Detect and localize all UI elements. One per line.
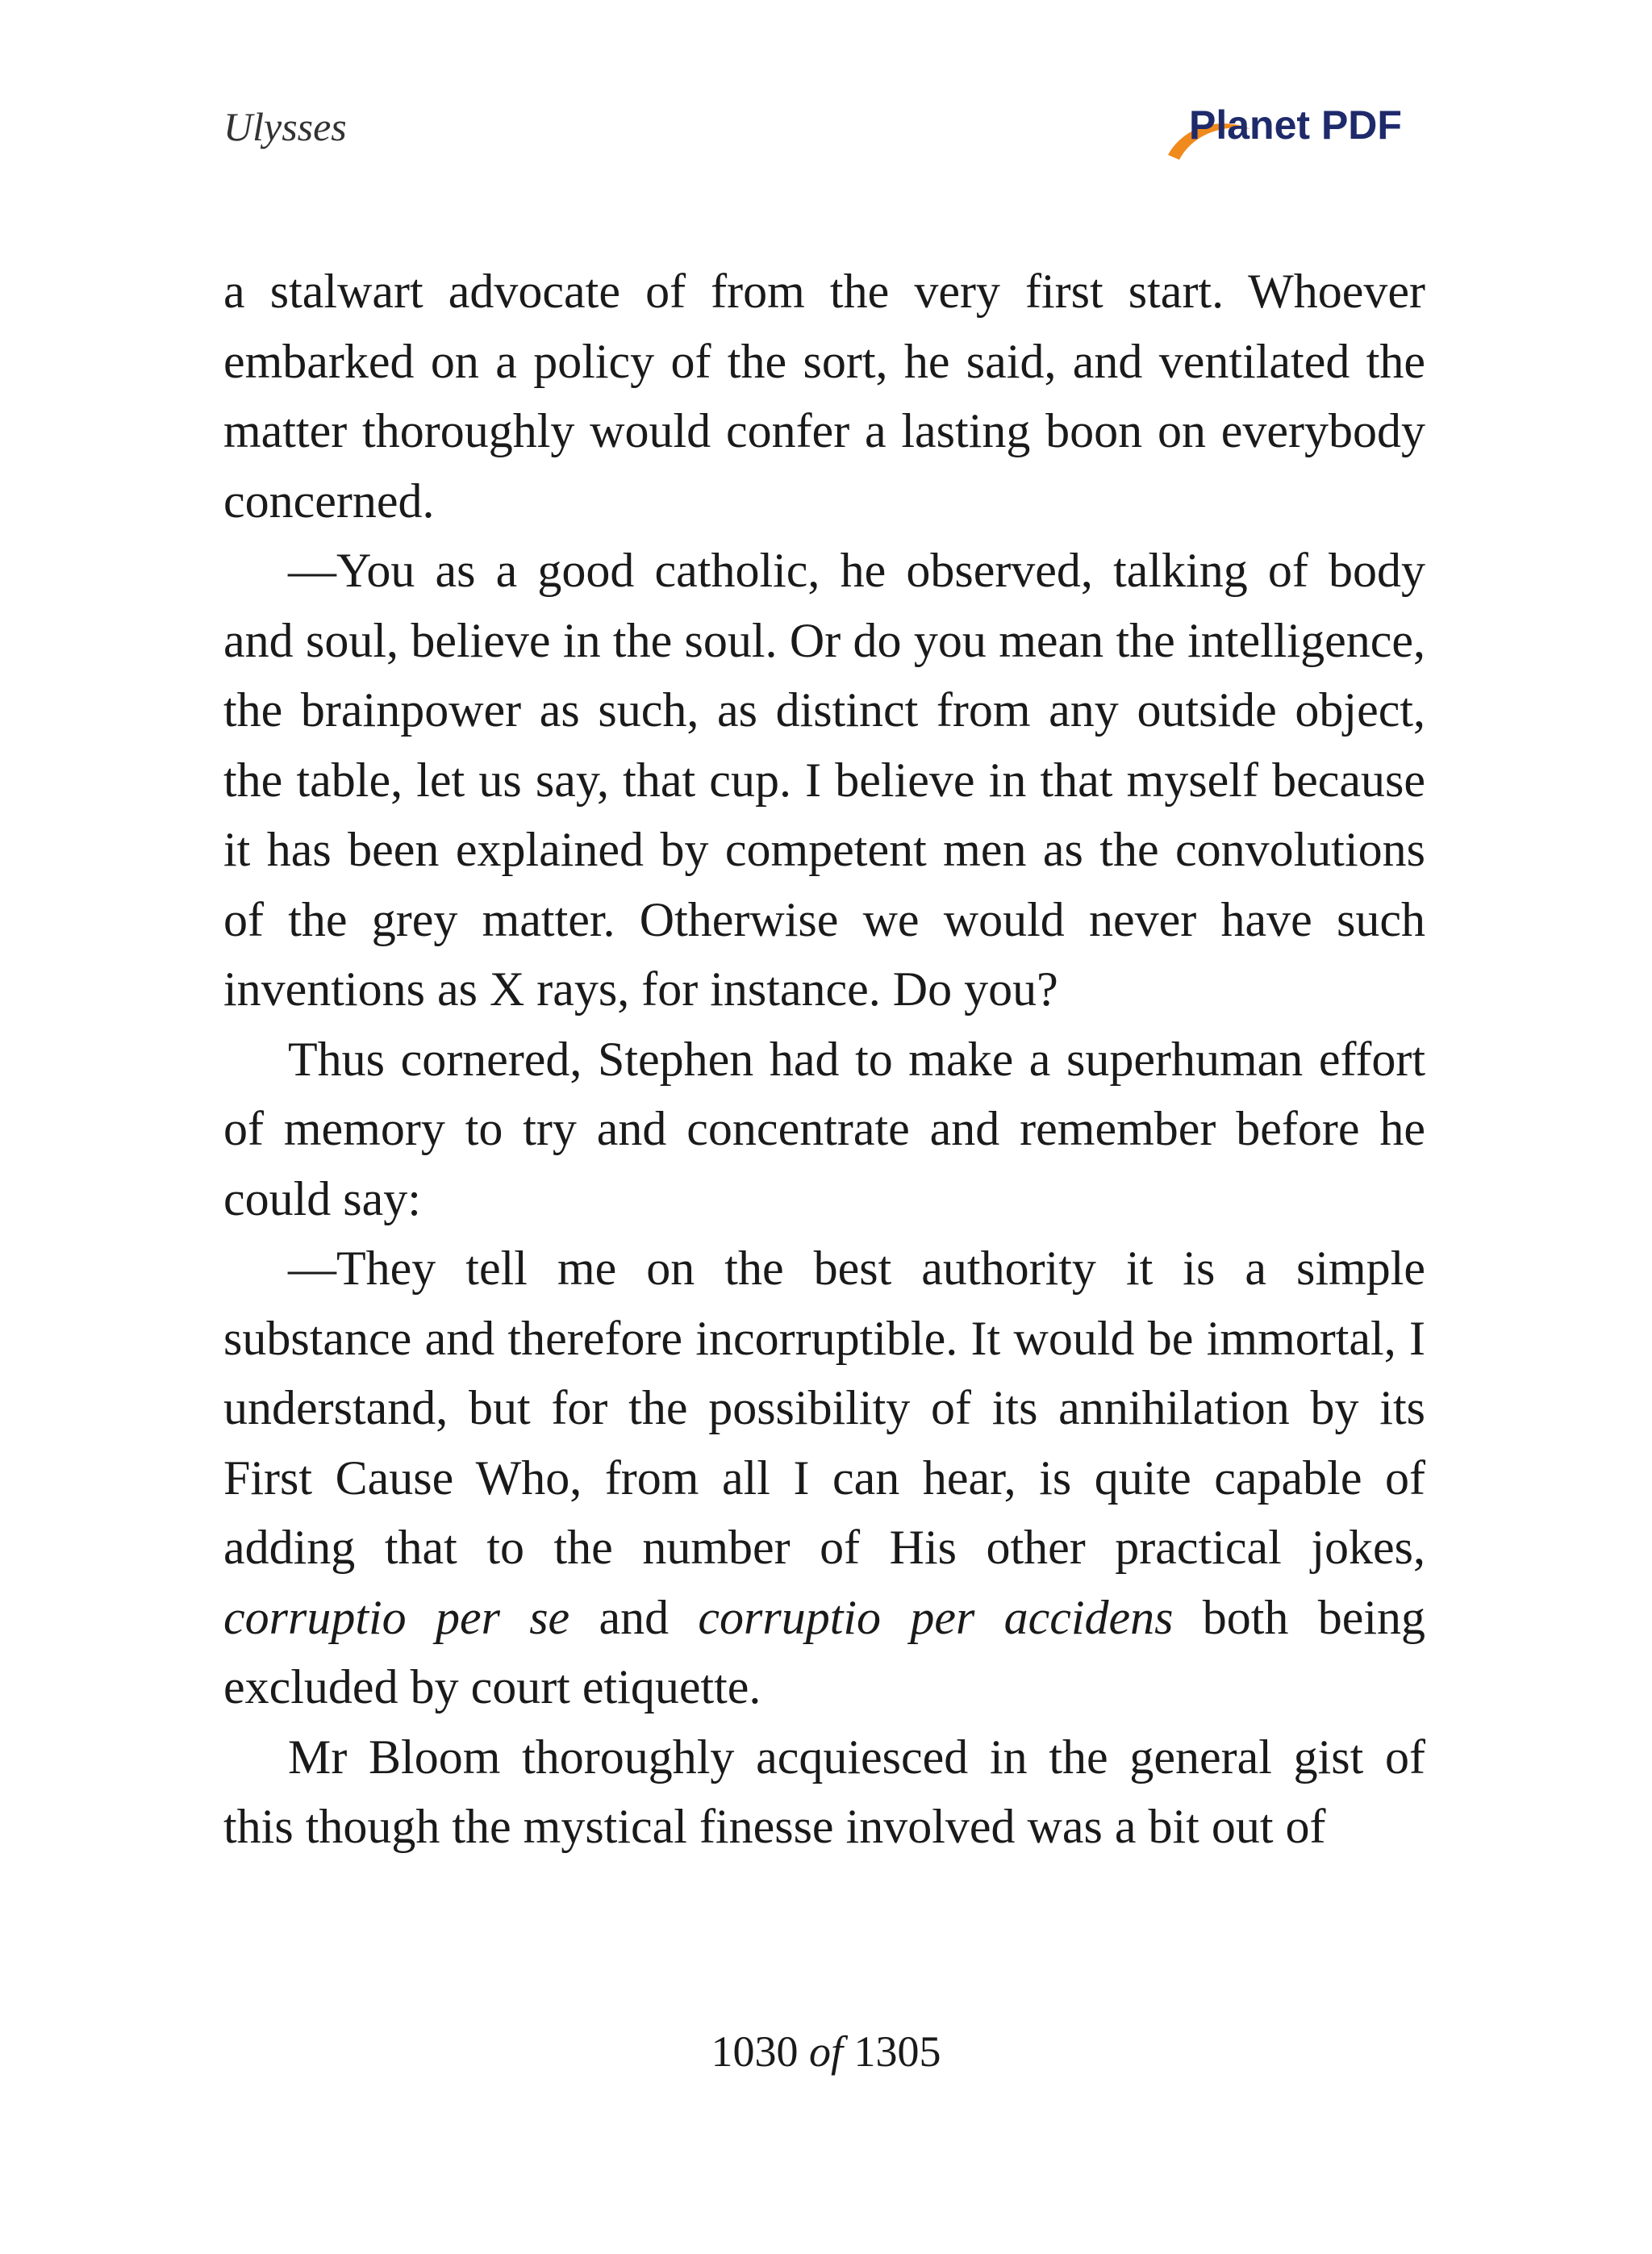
page-number	[0, 2027, 1652, 2077]
total-pages: 1305	[853, 2027, 941, 2076]
paragraph: Mr Bloom thoroughly acquiesced in the general gist of this though the mystical finesse involved was a bit out of	[223, 1730, 1425, 1853]
current-page: 1030	[711, 2027, 799, 2076]
text-run: both being excluded by court etiquette.	[223, 1590, 1425, 1713]
logo-text: Planet PDF	[1189, 102, 1402, 148]
page-header-title: Ulysses	[223, 104, 347, 149]
page-body	[223, 257, 1425, 1862]
planet-pdf-logo	[1162, 97, 1428, 169]
text-run: and	[569, 1590, 699, 1644]
page-of-label: of	[808, 2027, 843, 2076]
italic-phrase: corruptio per accidens	[698, 1590, 1174, 1644]
text-run: —They tell me on the best authority it is a simple substance and therefore incorruptible. It would be immortal, I understand, but for the possibility of its annihilation by its First Cause Who, from all I can hear, is quite capable of adding that to the number of His other practical jokes,	[223, 1242, 1425, 1574]
paragraph	[223, 1233, 1425, 1722]
paragraph: a stalwart advocate of from the very first start. Whoever embarked on a policy of the sort, he said, and ventilated the matter thoroughly would confer a lasting boon on everybody concerned.	[223, 265, 1425, 528]
paragraph: Thus cornered, Stephen had to make a superhuman effort of memory to try and concentrate and remember before he could say:	[223, 1032, 1425, 1225]
paragraph: —You as a good catholic, he observed, talking of body and soul, believe in the soul. Or do you mean the intelligence, the brainpower as such, as distinct from any outside object, the table, let us say, that cup. I believe in that myself because it has been explained by competent men as the convolutions of the grey matter. Otherwise we would never have such inventions as X rays, for instance. Do you?	[223, 544, 1425, 1016]
italic-phrase: corruptio per se	[223, 1590, 570, 1644]
